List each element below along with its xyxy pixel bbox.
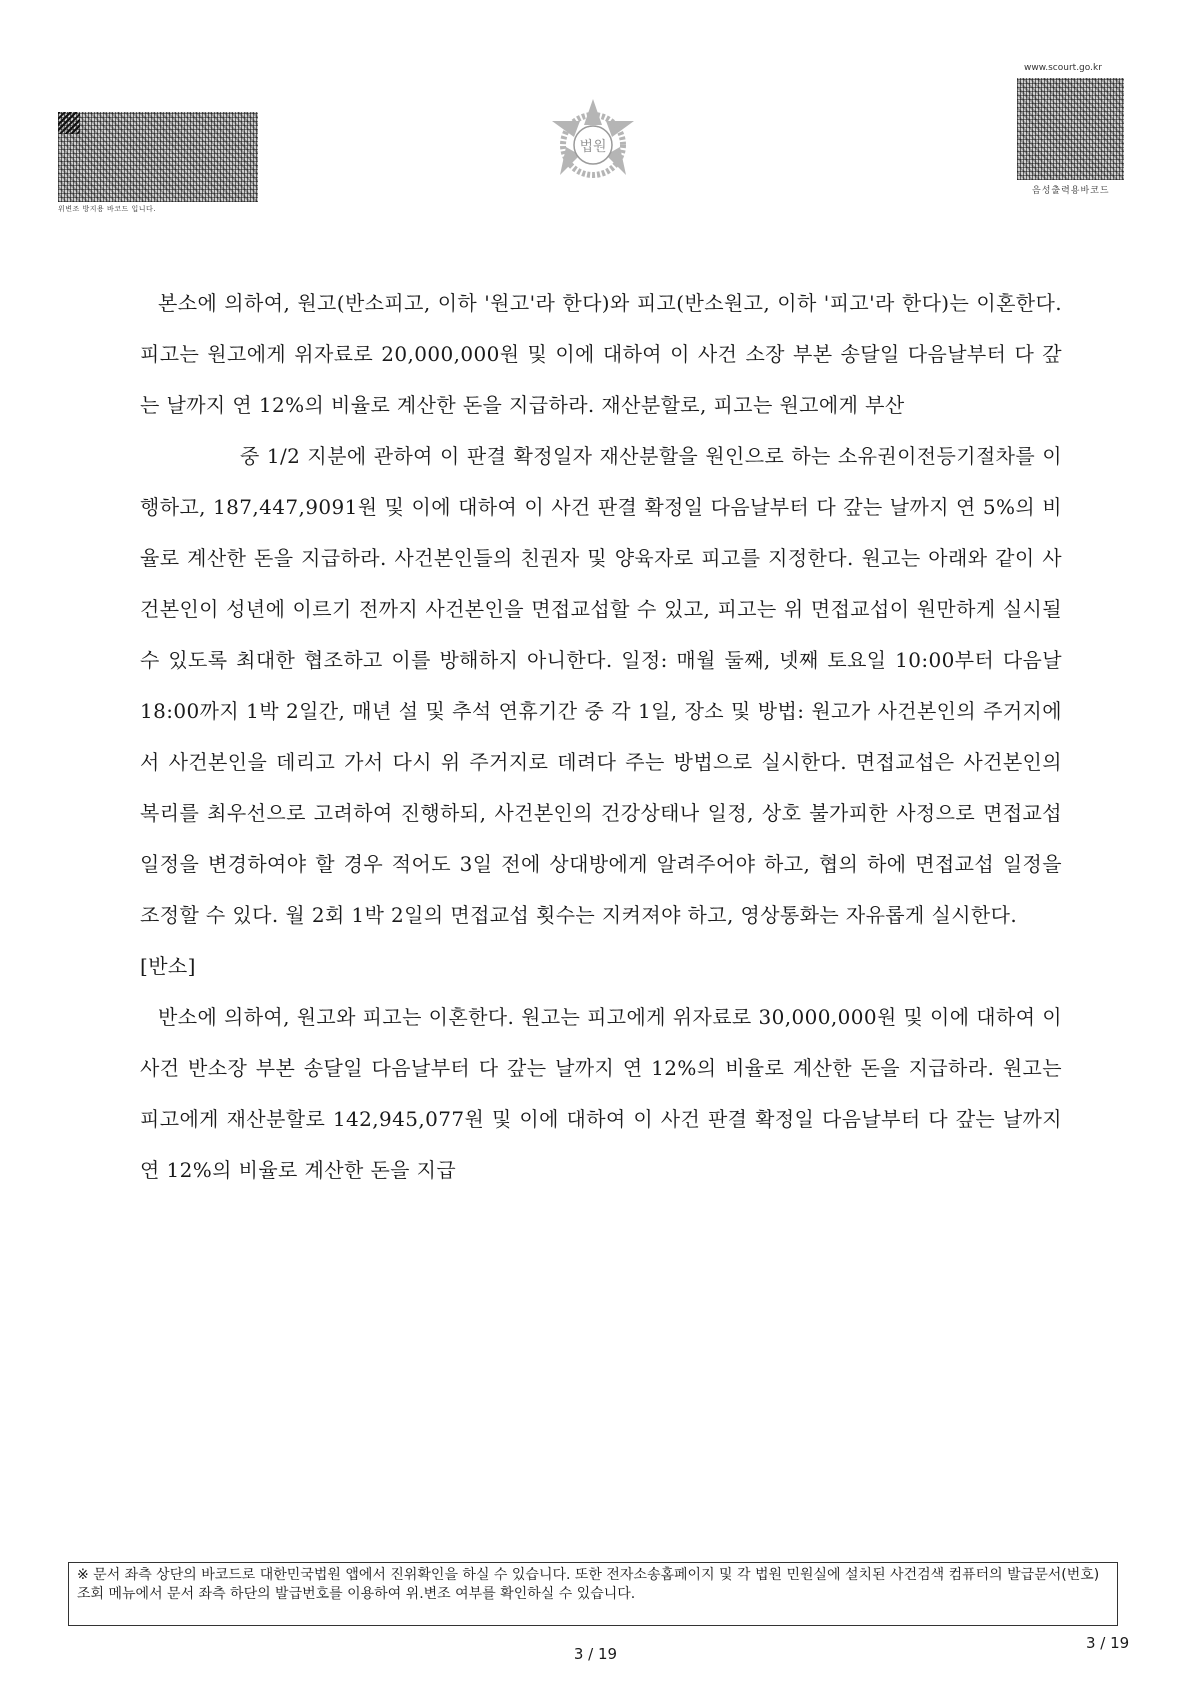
court-emblem-icon <box>534 95 652 190</box>
voice-output-barcode <box>1017 78 1124 180</box>
barcode-corner-mark <box>58 112 80 134</box>
voice-output-barcode-caption: 음성출력용바코드 <box>1032 186 1110 196</box>
judgment-text <box>140 278 1062 1196</box>
paragraph-main-claim: 본소에 의하여, 원고(반소피고, 이하 '원고'라 한다)와 피고(반소원고, 이하 '피고'라 한다)는 이혼한다. 피고는 원고에게 위자료로 20,000,000원 및 이에 대하여 이 사건 소장 부본 송달일 다음날부터 다 갚는 날까지 연 12%의 비율로 계산한 돈을 지급하라. 재산분할로, 피고는 원고에게 부산 <box>140 291 1062 417</box>
page-number-right: 3 / 19 <box>1086 1634 1130 1652</box>
paragraph-counterclaim: 반소에 의하여, 원고와 피고는 이혼한다. 원고는 피고에게 위자료로 30,000,000원 및 이에 대하여 이 사건 반소장 부본 송달일 다음날부터 다 갚는 날까지 연 12%의 비율로 계산한 돈을 지급하라. 원고는 피고에게 재산분할로 142,945,077원 및 이에 대하여 이 사건 판결 확정일 다음날부터 다 갚는 날까지 연 12%의 비율로 계산한 돈을 지급 <box>140 1005 1062 1182</box>
court-website-url: www.scourt.go.kr <box>1024 63 1102 73</box>
authenticity-barcode <box>58 112 258 202</box>
authenticity-barcode-caption: 위변조 방지용 바코드 입니다. <box>58 205 157 213</box>
verification-notice: ※ 문서 좌측 상단의 바코드로 대한민국법원 앱에서 진위확인을 하실 수 있습니다. 또한 전자소송홈페이지 및 각 법원 민원실에 설치된 사건검색 컴퓨터의 발급문서(번호)조회 메뉴에서 문서 좌측 하단의 발급번호를 이용하여 위.변조 여부를 확인하실 수 있습니다. <box>68 1562 1118 1626</box>
paragraph-property-division: 중 1/2 지분에 관하여 이 판결 확정일자 재산분할을 원인으로 하는 소유권이전등기절차를 이행하고, 187,447,9091원 및 이에 대하여 이 사건 판결 확정일 다음날부터 다 갚는 날까지 연 5%의 비율로 계산한 돈을 지급하라. 사건본인들의 친권자 및 양육자로 피고를 지정한다. 원고는 아래와 같이 사건본인이 성년에 이르기 전까지 사건본인을 면접교섭할 수 있고, 피고는 위 면접교섭이 원만하게 실시될 수 있도록 최대한 협조하고 이를 방해하지 아니한다. 일정: 매월 둘째, 넷째 토요일 10:00부터 다음날 18:00까지 1박 2일간, 매년 설 및 추석 연휴기간 중 각 1일, 장소 및 방법: 원고가 사건본인의 주거지에서 사건본인을 데리고 가서 다시 위 주거지로 데려다 주는 방법으로 실시한다. 면접교섭은 사건본인의 복리를 최우선으로 고려하여 진행하되, 사건본인의 건강상태나 일정, 상호 불가피한 사정으로 면접교섭 일정을 변경하여야 할 경우 적어도 3일 전에 상대방에게 알려주어야 하고, 협의 하에 면접교섭 일정을 조정할 수 있다. 월 2회 1박 2일의 면접교섭 횟수는 지켜져야 하고, 영상통화는 자유롭게 실시한다. <box>140 444 1062 927</box>
section-heading-counterclaim: [반소] <box>140 954 196 978</box>
page-number: 3 / 19 <box>573 1645 618 1663</box>
emblem-text: 법원 <box>579 139 607 155</box>
